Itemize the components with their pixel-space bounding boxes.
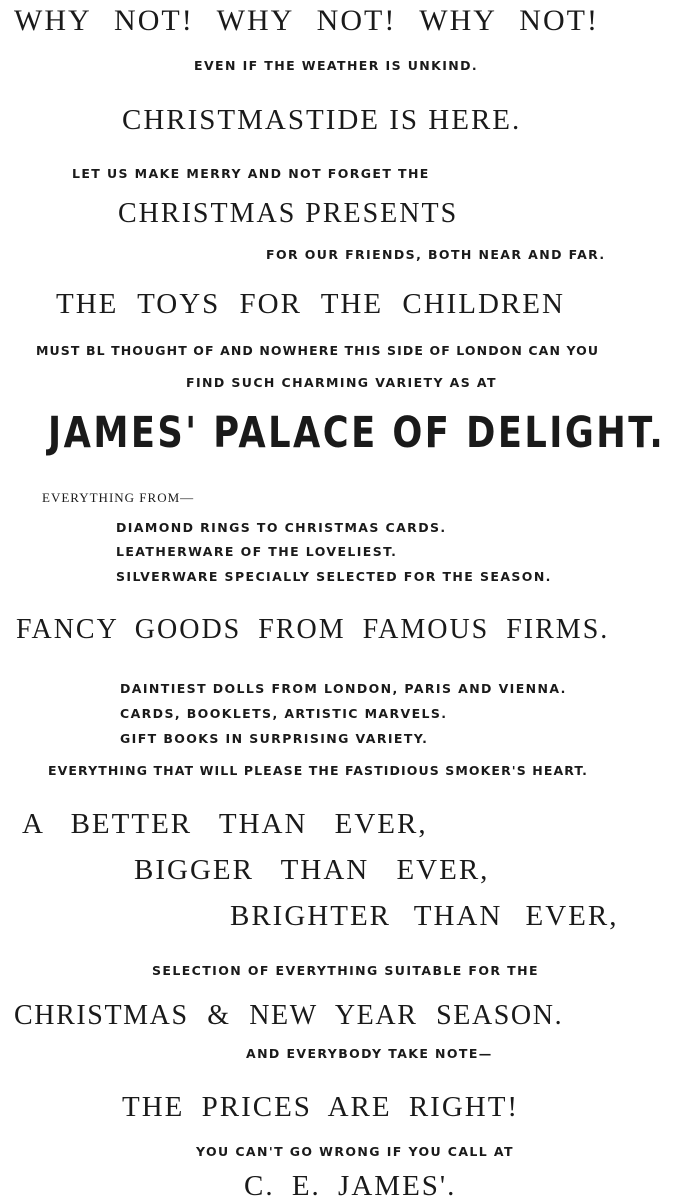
- toys-heading: THE TOYS FOR THE CHILDREN: [56, 288, 565, 320]
- palace-of-delight-headline: JAMES' PALACE OF DELIGHT.: [48, 408, 666, 458]
- must-be-thought-line: MUST BL THOUGHT OF AND NOWHERE THIS SIDE OF LONDON CAN YOU: [36, 343, 600, 358]
- christmas-new-year-heading: CHRISTMAS & NEW YEAR SEASON.: [14, 1000, 564, 1031]
- find-variety-line: FIND SUCH CHARMING VARIETY AS AT: [186, 375, 497, 390]
- weather-line: EVEN IF THE WEATHER IS UNKIND.: [194, 58, 479, 73]
- call-at-line: YOU CAN'T GO WRONG IF YOU CALL AT: [196, 1144, 514, 1159]
- item-gift-books: GIFT BOOKS IN SURPRISING VARIETY.: [120, 731, 429, 746]
- item-silverware: SILVERWARE SPECIALLY SELECTED FOR THE SEASON.: [116, 569, 552, 584]
- why-not-banner: WHY NOT! WHY NOT! WHY NOT!: [14, 4, 599, 37]
- friends-line: FOR OUR FRIENDS, BOTH NEAR AND FAR.: [266, 247, 606, 262]
- signature-heading: C. E. JAMES'.: [244, 1170, 457, 1202]
- take-note-line: AND EVERYBODY TAKE NOTE—: [246, 1046, 493, 1061]
- item-cards-booklets: CARDS, BOOKLETS, ARTISTIC MARVELS.: [120, 706, 448, 721]
- item-dolls: DAINTIEST DOLLS FROM LONDON, PARIS AND VIENNA.: [120, 681, 567, 696]
- smoker-line: EVERYTHING THAT WILL PLEASE THE FASTIDIOUS SMOKER'S HEART.: [48, 763, 588, 778]
- brighter-than-ever: BRIGHTER THAN EVER,: [230, 900, 619, 932]
- everything-from-line: EVERYTHING FROM—: [42, 490, 195, 505]
- christmastide-heading: CHRISTMASTIDE IS HERE.: [122, 104, 522, 136]
- selection-line: SELECTION OF EVERYTHING SUITABLE FOR THE: [152, 963, 539, 978]
- item-leatherware: LEATHERWARE OF THE LOVELIEST.: [116, 544, 398, 559]
- make-merry-line: LET US MAKE MERRY AND NOT FORGET THE: [72, 166, 430, 181]
- fancy-goods-heading: FANCY GOODS FROM FAMOUS FIRMS.: [16, 614, 610, 645]
- christmas-presents-heading: CHRISTMAS PRESENTS: [118, 198, 459, 229]
- better-than-ever: A BETTER THAN EVER,: [22, 808, 428, 840]
- bigger-than-ever: BIGGER THAN EVER,: [134, 854, 490, 886]
- prices-heading: THE PRICES ARE RIGHT!: [122, 1091, 520, 1123]
- item-diamond-rings: DIAMOND RINGS TO CHRISTMAS CARDS.: [116, 520, 447, 535]
